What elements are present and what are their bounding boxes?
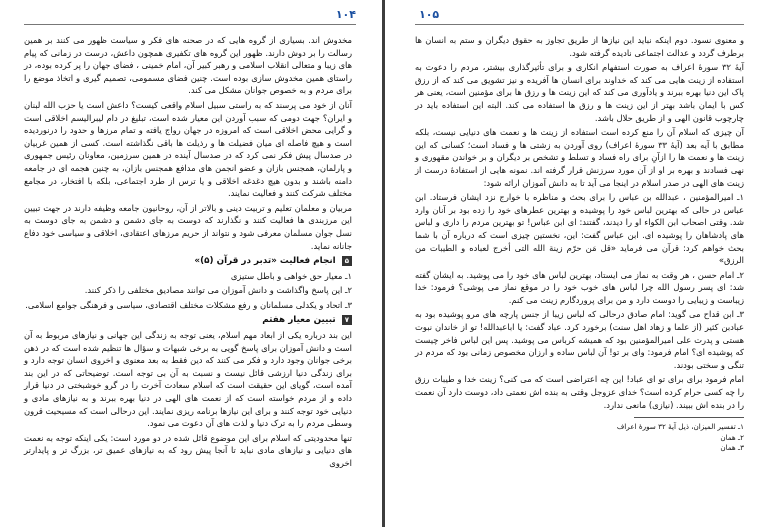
right-page <box>385 0 768 527</box>
header-rule <box>24 24 356 25</box>
page-number: ۱۰۴ <box>335 8 356 21</box>
heading-text: انجام فعالیت «تدبر در قرآن (۵)» <box>194 256 336 267</box>
paragraph: این بند درباره یکی از ابعاد مهم اسلام، یعنی توجه به زندگی این جهانی و نیازهای مربوط به آن است و دانش آموزان برای پاسخ گویی به برخی شبهات و سؤال ها تنظیم شده است که در ذهن برخی جوانان وجود دارد و فکر می کنند که دین فقط به بعد معنوی و اخروی انسان توجه دارد و برای زندگی دنیا ارزشی قائل نیست و نسبت به آن بی توجه است. توضیحاتی که در این بند آمده است، گویای این حقیقت است که اسلام سعادت آخرت را در گرو خوشبختی در دنیا قرار داده و از مردم خواسته است که از نعمت های الهی در دنیا بهره ببرند و به نیازهای مادی و دنیایی خود توجه کنند و برای این نیازها برنامه ریزی نمایند. این درحالی است که مسیحیت قرون وسطی مردم را به ترک دنیا و لذت های آن دعوت می نمود. <box>24 330 352 429</box>
footnote-rule <box>634 417 744 418</box>
paragraph: تنها محدودیتی که اسلام برای این موضوع قائل شده در دو مورد است: یکی اینکه توجه به نعمت های دنیایی و نیازهای مادی نباید تا آنجا پیش رود که به نیازهای عمیق تر، بزرگ تر و پایدارتر اخروی <box>24 432 352 468</box>
list-item: ۲ـ این پاسخ واگذاشت و دانش آموزان می توانند مصادیق مختلفی را ذکر کنند. <box>84 285 352 296</box>
list-item: ۱ـ معیار حق خواهی و باطل ستیزی <box>230 270 352 281</box>
paragraph: امام فرمود برای برای تو ای عباد! این چه اعتراضی است که می کنی؟ زینت خدا و طیبات رزق را چه کسی حرام کرده است؟ خدای عزوجل وقتی به بنده اش نعمتی داد، دوست دارد آن نعمت را در بنده اش ببیند. (نیازی) مانعی ندارد. <box>415 374 744 410</box>
paragraph: ۲ـ امام حسن ، هر وقت به نماز می ایستاد، بهترین لباس های خود را می پوشید. به ایشان گفته شد: ای پسر رسول الله چرا لباس های خوب خود را در موقع نماز می پوشی؟ فرمود: خدا زیباست و زیبایی را دوست دارد و من برای پروردگارم زینت می کنم. <box>415 269 744 305</box>
footnote: ۳ـ همان <box>720 443 744 453</box>
page-number: ۱۰۵ <box>419 8 440 21</box>
paragraph: مربیان و معلمان تعلیم و تربیت دینی و بالاتر از آن، روحانیون جامعه وظیفه دارند در جهت تبیین این مرزبندی ها فعالیت کنند و نگذارند که دوست به جای دشمن و دشمن به جای دوست به نسل جوان مسلمان معرفی شود و نتواند از حریم مرزهای اعتقادی، اخلاقی و سیاسی خود دفاع جانانه نماید. <box>24 202 352 251</box>
header-rule <box>415 24 744 25</box>
paragraph: ۳ـ ابن قداح می گوید: امام صادق درحالی که لباس زیبا از جنس پارچه های مرو پوشیده بود به عبادبن کثیر (از علما و زهاد اهل سنت) برخورد کرد. عباد گفت: یا اباعبدالله! تو از خاندان نبوت هستی و پدرت علی امیرالمؤمنین بود که همیشه کرباس می پوشید. پس این لباس فاخر چیست که پوشیده ای؟ امام فرمود: وای بر تو! آن لباس ساده و ارزان مخصوص زمانی بود که مردم در تنگی و سختی بودند. <box>415 309 744 370</box>
section-heading <box>24 314 352 327</box>
paragraph: آن چیزی که اسلام آن را منع کرده است استفاده از زینت ها و نعمت های دنیایی نیست، بلکه مطابق با آیه بعد (آیهٔ ۳۳ سورهٔ اعراف) روی آوردن به زشتی ها و فساد است؛ کسانی که این زینت ها و نعمت ها را ازآنِ برای راه فساد و تسلط و تشخص بر دیگران و بر خواندن مقهوری و نهی فسادند و بهره بر او از آن مورد سرزنش قرار گرفته اند. نمونه هایی از استفادهٔ درست از زینت های الهی در صدر اسلام در اینجا می آید تا به دانش آموزان ارائه شود: <box>415 127 744 188</box>
footnote: ۲ـ همان <box>720 432 744 442</box>
heading-badge: ۷ <box>342 315 352 325</box>
paragraph: ۱ـ امیرالمؤمنین ، عبدالله بن عباس را برای بحث و مناظره با خوارج نزد ایشان فرستاد. ابن عباس در حالی که بهترین لباس خود را پوشیده و بهترین عطرهای خود را زده بود بر آنان وارد شد. وقتی اصحاب ابن الکواء او را دیدند، گفتند: ای ابن عباس! تو بهترین مردم را داری و لباس های پادشاهان را پوشیده ای. ابن عباس گفت: این، نخستین چیزی است که درباره آن با شما بحث خواهم کرد: قرآن می فرماید «قل مَن حرّم زینة الله التی أخرج لعباده و الطیبات من الرزق» <box>415 192 744 266</box>
section-heading <box>24 255 352 268</box>
footnote: ۱ـ تفسیر المیزان، ذیل آیهٔ ۳۲ سورهٔ اعراف <box>616 422 744 432</box>
list-item: ۳ـ اتحاد و یکدلی مسلمانان و رفع مشکلات مختلف اقتصادی، سیاسی و فرهنگی جوامع اسلامی. <box>25 299 352 310</box>
left-page <box>0 0 382 527</box>
heading-text: تبیین معیار هفتم <box>262 315 336 326</box>
paragraph: آیهٔ ۳۲ سورهٔ اعراف به صورت استفهام انکاری و برای تأثیرگذاری بیشتر، مردم را دعوت به استفاده از زینت هایی می کند که خداوند برای انسان ها آفریده و نیز تشویق می کند که از رزق پاک این دنیا بهره ببرند و یادآوری می کند که این زینت ها و رزق ها برای مؤمنین است، یعنی هر کس با ایمان باشد بهتر از این زینت ها و رزق ها استفاده می کند. البته این استفاده باید در چارچوب قانون الهی و از طریق حلال باشد. <box>415 62 744 123</box>
paragraph: مخدوش اند. بسیاری از گروه هایی که در صحنه های فکر و سیاست ظهور می کنند بر همین رسالت را بر دوش دارند. ظهور این گروه های تکفیری همچون داعش، درست در زمانی که پیام های زیبا و متعالی انقلاب اسلامی و رهبر کبیر آن، امام خمینی ، فضای جهان را پر کرده بوده، در راستای همین مخدوش سازی بوده است. چنین فضای مسمومی، تصمیم گیری و اتخاذ موضع را برای مردم و به خصوص جوانان مشکل می کند. <box>24 35 352 96</box>
paragraph: و معنوی نسود. دوم اینکه نباید این نیازها از طریق تجاوز به حقوق دیگران و ستم به انسان ها برطرف گردد و عدالت اجتماعی نادیده گرفته شود. <box>415 35 744 58</box>
paragraph: آنان از خود می پرسند که به راستی سبیل اسلام واقعی کیست؟ داعش است یا حزب الله لبنان و ایران؟ جهت دومی که سبب آوردن این معیار شده است، تبلیغ در دام لیبرالیسم اخلاقی است و گرایی محض اخلاقی است که امروزه در جهان رواج یافته و تمام مرزها و حدود را درنوردیده است و هیچ فاصله ای میان فضیلت ها و رذیلت ها باقی نگذاشته است. کسی از همین غربیان در صدسال پیش فکر نمی کرد که در صدسال آینده در همین سرزمین، معاونان رئیس جمهوری و پارلمان، همجنس بازان و عضو انجمن های مدافع همجنس بازان، به چنین هجمه ای در جامعه دامنه باشند و بدون هیچ دغدغه اخلاقی و یا ترس از طرد اجتماعی، بلکه با افتخار، در مجامع مختلف شرکت کنند و فعالیت نمایند. <box>24 99 352 199</box>
heading-badge: ۵ <box>342 256 352 266</box>
